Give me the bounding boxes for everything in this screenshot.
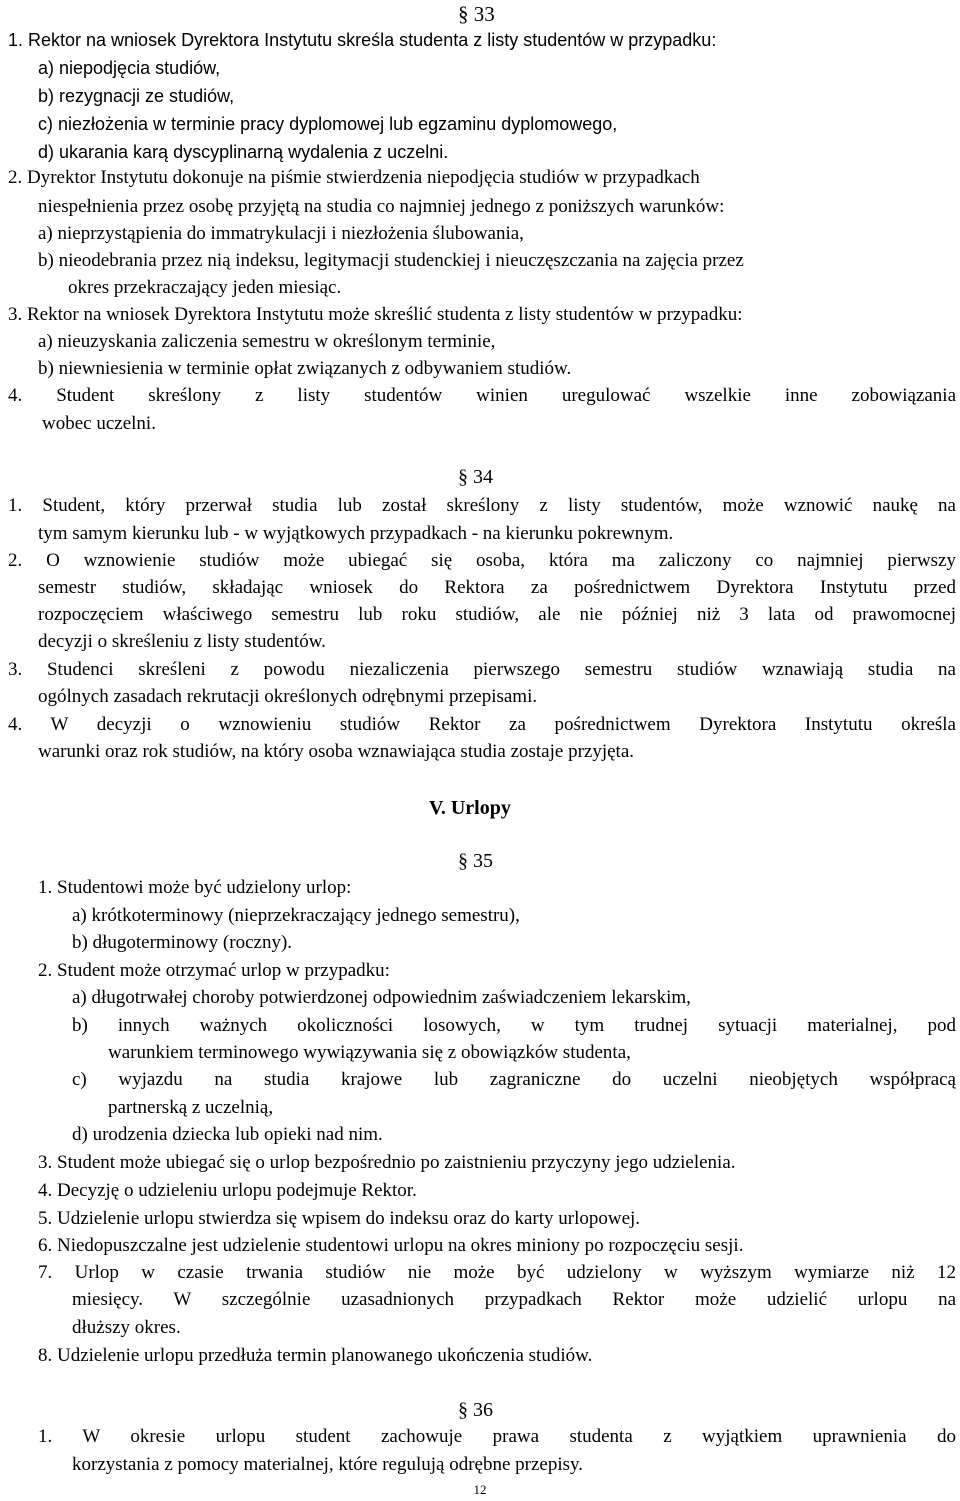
paragraph-line: 4. Decyzję o udzieleniu urlopu podejmuje Rektor. — [38, 1180, 417, 1201]
paragraph-line: niespełnienia przez osobę przyjętą na studia co najmniej jednego z poniższych warunków: — [38, 196, 725, 217]
list-item: d) urodzenia dziecka lub opieki nad nim. — [72, 1124, 383, 1145]
list-item-continuation: partnerską z uczelnią, — [108, 1097, 274, 1118]
paragraph-line: tym samym kierunku lub - w wyjątkowych przypadkach - na kierunku pokrewnym. — [38, 523, 674, 544]
list-item: c) wyjazdu na studia krajowe lub zagraniczne do uczelni nieobjętych współpracą — [72, 1069, 956, 1090]
paragraph-line: rozpoczęciem właściwego semestru lub roku studiów, ale nie później niż 3 lata od prawomocnej — [38, 604, 956, 625]
list-item: b) długoterminowy (roczny). — [72, 932, 293, 953]
list-item: b) nieodebrania przez nią indeksu, legitymacji studenckiej i nieuczęszczania na zajęcia przez — [38, 250, 744, 271]
paragraph-line: semestr studiów, składając wniosek do Rektora za pośrednictwem Dyrektora Instytutu przed — [38, 577, 956, 598]
chapter-title: V. Urlopy — [429, 797, 511, 819]
list-item: d) ukarania karą dyscyplinarną wydalenia z uczelni. — [38, 142, 449, 162]
paragraph-line: miesięcy. W szczególnie uzasadnionych przypadkach Rektor może udzielić urlopu na — [72, 1289, 956, 1310]
paragraph-line: wobec uczelni. — [42, 413, 156, 434]
paragraph-line: 3. Rektor na wniosek Dyrektora Instytutu może skreślić studenta z listy studentów w przypadku: — [8, 304, 743, 325]
list-item: a) niepodjęcia studiów, — [38, 58, 221, 78]
paragraph-line: 5. Udzielenie urlopu stwierdza się wpisem do indeksu oraz do karty urlopowej. — [38, 1208, 641, 1229]
paragraph-line: 6. Niedopuszczalne jest udzielenie studentowi urlopu na okres miniony po rozpoczęciu sesji. — [38, 1235, 744, 1256]
paragraph-line: 1. Student, który przerwał studia lub został skreślony z listy studentów, może wznowić naukę na — [8, 495, 956, 516]
section-heading-36: § 36 — [458, 1399, 493, 1421]
paragraph-line: 8. Udzielenie urlopu przedłuża termin planowanego ukończenia studiów. — [38, 1345, 593, 1366]
section-heading-35: § 35 — [458, 850, 493, 872]
paragraph-line: 4. Student skreślony z listy studentów winien uregulować wszelkie inne zobowiązania — [8, 385, 956, 406]
paragraph-line: 4. W decyzji o wznowieniu studiów Rektor za pośrednictwem Dyrektora Instytutu określa — [8, 714, 956, 735]
paragraph-line: warunki oraz rok studiów, na który osoba wznawiająca studia zostaje przyjęta. — [38, 741, 635, 762]
list-item: b) rezygnacji ze studiów, — [38, 86, 235, 106]
paragraph-line: 3. Studenci skreśleni z powodu niezaliczenia pierwszego semestru studiów wznawiają studia na — [8, 659, 956, 680]
list-item-continuation: warunkiem terminowego wywiązywania się z obowiązków studenta, — [108, 1042, 631, 1063]
paragraph-line: 2. Student może otrzymać urlop w przypadku: — [38, 960, 390, 981]
paragraph-line: korzystania z pomocy materialnej, które regulują odrębne przepisy. — [72, 1454, 584, 1475]
list-item: b) innych ważnych okoliczności losowych, w tym trudnej sytuacji materialnej, pod — [72, 1015, 956, 1036]
section-heading-34: § 34 — [458, 466, 493, 488]
list-item: a) nieprzystąpienia do immatrykulacji i niezłożenia ślubowania, — [38, 223, 524, 244]
paragraph-line: 2. O wznowienie studiów może ubiegać się osoba, która ma zaliczony co najmniej pierwszy — [8, 550, 956, 571]
paragraph-line: decyzji o skreśleniu z listy studentów. — [38, 631, 326, 652]
paragraph-line: 1. W okresie urlopu student zachowuje prawa studenta z wyjątkiem uprawnienia do — [38, 1426, 956, 1447]
page-number: 12 — [473, 1482, 487, 1497]
paragraph-line: 2. Dyrektor Instytutu dokonuje na piśmie stwierdzenia niepodjęcia studiów w przypadkach — [8, 167, 700, 188]
paragraph-line: 7. Urlop w czasie trwania studiów nie może być udzielony w wyższym wymiarze niż 12 — [38, 1262, 956, 1283]
list-item: a) długotrwałej choroby potwierdzonej odpowiednim zaświadczeniem lekarskim, — [72, 987, 691, 1008]
paragraph-line: 1. Studentowi może być udzielony urlop: — [38, 877, 352, 898]
section-heading-33: § 33 — [458, 2, 495, 26]
list-item: a) nieuzyskania zaliczenia semestru w określonym terminie, — [38, 331, 496, 352]
list-item: c) niezłożenia w terminie pracy dyplomowej lub egzaminu dyplomowego, — [38, 114, 618, 134]
list-item: b) niewniesienia w terminie opłat związanych z odbywaniem studiów. — [38, 358, 572, 379]
list-item-continuation: okres przekraczający jeden miesiąc. — [68, 277, 342, 298]
list-item: a) krótkoterminowy (nieprzekraczający jednego semestru), — [72, 905, 520, 926]
paragraph-line: ogólnych zasadach rekrutacji określonych odrębnymi przepisami. — [38, 686, 538, 707]
paragraph-line: 1. Rektor na wniosek Dyrektora Instytutu skreśla studenta z listy studentów w przypadku: — [8, 30, 717, 50]
paragraph-line: dłuższy okres. — [72, 1317, 181, 1338]
paragraph-line: 3. Student może ubiegać się o urlop bezpośrednio po zaistnieniu przyczyny jego udzielenia. — [38, 1152, 736, 1173]
